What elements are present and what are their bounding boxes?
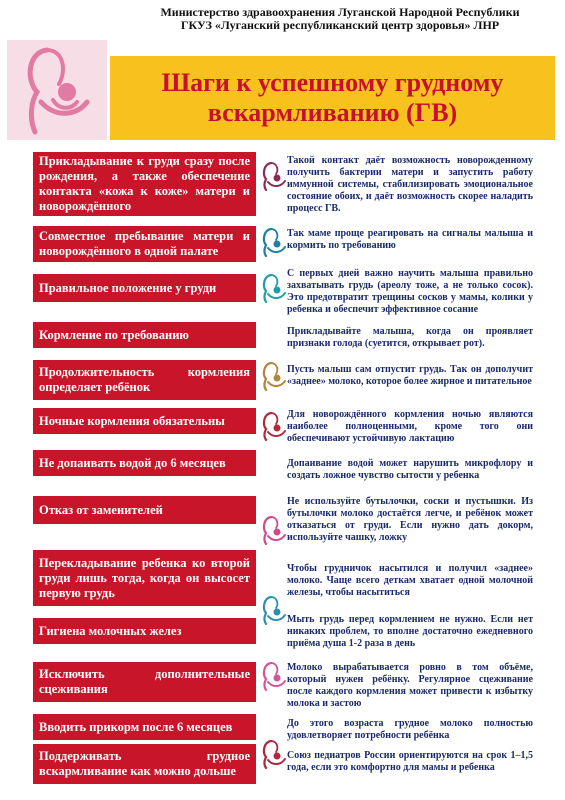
- step-label-text: Исключить дополнительные сцеживания: [39, 667, 250, 696]
- step-label-text: Не допаивать водой до 6 месяцев: [39, 455, 226, 470]
- step-label: [33, 550, 256, 606]
- step-description: Не используйте бутылочки, соски и пустышки. Из бутылочки молоко достаётся легче, и ребёнок может отказаться от груди. Если нужно дать докорм, используйте чашку, ложку: [287, 496, 533, 543]
- step-label-text: Правильное положение у груди: [39, 280, 217, 295]
- mother-baby-icon: [257, 594, 289, 626]
- page-title: Шаги к успешному грудному вскармливанию (ГВ): [161, 68, 504, 127]
- step-label-text: Гигиена молочных желез: [39, 623, 182, 638]
- step-label-text: Кормление по требованию: [39, 327, 189, 342]
- step-label: [33, 618, 256, 644]
- step-label: [33, 226, 256, 262]
- step-description: Так маме проще реагировать на сигналы малыша и кормить по требованию: [287, 228, 533, 251]
- ministry-line-1: Министерство здравоохранения Луганской Народной Республики: [160, 5, 520, 19]
- mother-baby-icon: [257, 160, 289, 192]
- mother-baby-icon: [257, 272, 289, 304]
- step-label: [33, 744, 256, 784]
- mother-baby-logo-icon: [7, 40, 107, 140]
- step-description: Молоко вырабатывается ровно в том объёме, который нужен ребёнку. Регулярное сцеживание после каждого кормления может привести к избытку молока и застою: [287, 662, 533, 709]
- step-label-text: Прикладывание к груди сразу после рождения, а также обеспечение контакта «кожа к коже» матери и новорождённого: [39, 154, 250, 213]
- logo: [7, 40, 107, 140]
- mother-baby-icon: [257, 226, 289, 258]
- step-label-text: Совместное пребывание матери и новорождённого в одной палате: [39, 229, 250, 258]
- step-description: Прикладывайте малыша, когда он проявляет признаки голода (суетится, открывает рот).: [287, 326, 533, 349]
- step-description: С первых дней важно научить малыша правильно захватывать грудь (ареолу тоже, а не только сосок). Это предотвратит трещины сосков у мамы, колики у ребенка и обеспечит эффективное сосание: [287, 268, 533, 315]
- step-label-text: Перекладывание ребенка ко второй груди лишь тогда, когда он высосет первую грудь: [39, 555, 250, 600]
- step-description: До этого возраста грудное молоко полностью удовлетворяет потребности ребёнка: [287, 718, 533, 741]
- step-label-text: Поддерживать грудное вскармливание как можно дольше: [39, 749, 250, 778]
- step-label: [33, 662, 256, 702]
- step-label-text: Ночные кормления обязательны: [39, 413, 225, 428]
- step-description: Пусть малыш сам отпустит грудь. Так он дополучит «заднее» молоко, которое более жирное и питательное: [287, 364, 533, 387]
- step-description: Союз педиатров России ориентируются на срок 1–1,5 года, если это комфортно для мамы и ребенка: [287, 750, 533, 773]
- step-label: [33, 360, 256, 400]
- step-description: Чтобы грудничок насытился и получил «заднее» молоко. Чаще всего деткам хватает одной молочной железы, чтобы насытиться: [287, 563, 533, 598]
- step-label-text: Продолжительность кормления определяет ребёнок: [39, 365, 250, 394]
- step-label-text: Вводить прикорм после 6 месяцев: [39, 719, 233, 734]
- step-description: Мыть грудь перед кормлением не нужно. Если нет никаких проблем, то вполне достаточно ежедневного приёма душа 1-2 раза в день: [287, 614, 533, 649]
- step-description: Такой контакт даёт возможность новорожденному получить бактерии матери и запустить работу иммунной системы, стабилизировать эмоциональное состояние обоих, и даёт возможность скорее наладить процесс ГВ.: [287, 155, 533, 214]
- step-label: [33, 274, 256, 302]
- mother-baby-icon: [257, 514, 289, 546]
- mother-baby-icon: [257, 410, 289, 442]
- step-label-text: Отказ от заменителей: [39, 502, 163, 517]
- step-label: [33, 450, 256, 476]
- step-label: [33, 322, 256, 348]
- mother-baby-icon: [257, 738, 289, 770]
- mother-baby-icon: [257, 360, 289, 392]
- ministry-line-2: ГКУЗ «Луганский республиканский центр здоровья» ЛНР: [180, 18, 500, 32]
- step-label: [33, 496, 256, 524]
- step-description: Допаивание водой может нарушить микрофлору и создать ложное чувство сытости у ребенка: [287, 458, 533, 481]
- mother-baby-icon: [257, 660, 289, 692]
- step-label: [33, 408, 256, 434]
- step-label: [33, 714, 256, 740]
- ministry-header: [120, 6, 560, 32]
- title-banner: [110, 56, 555, 140]
- step-label: [33, 152, 256, 216]
- step-description: Для новорождённого кормления ночью являются наиболее полноценными, кроме того они обеспечивают устойчивую лактацию: [287, 409, 533, 444]
